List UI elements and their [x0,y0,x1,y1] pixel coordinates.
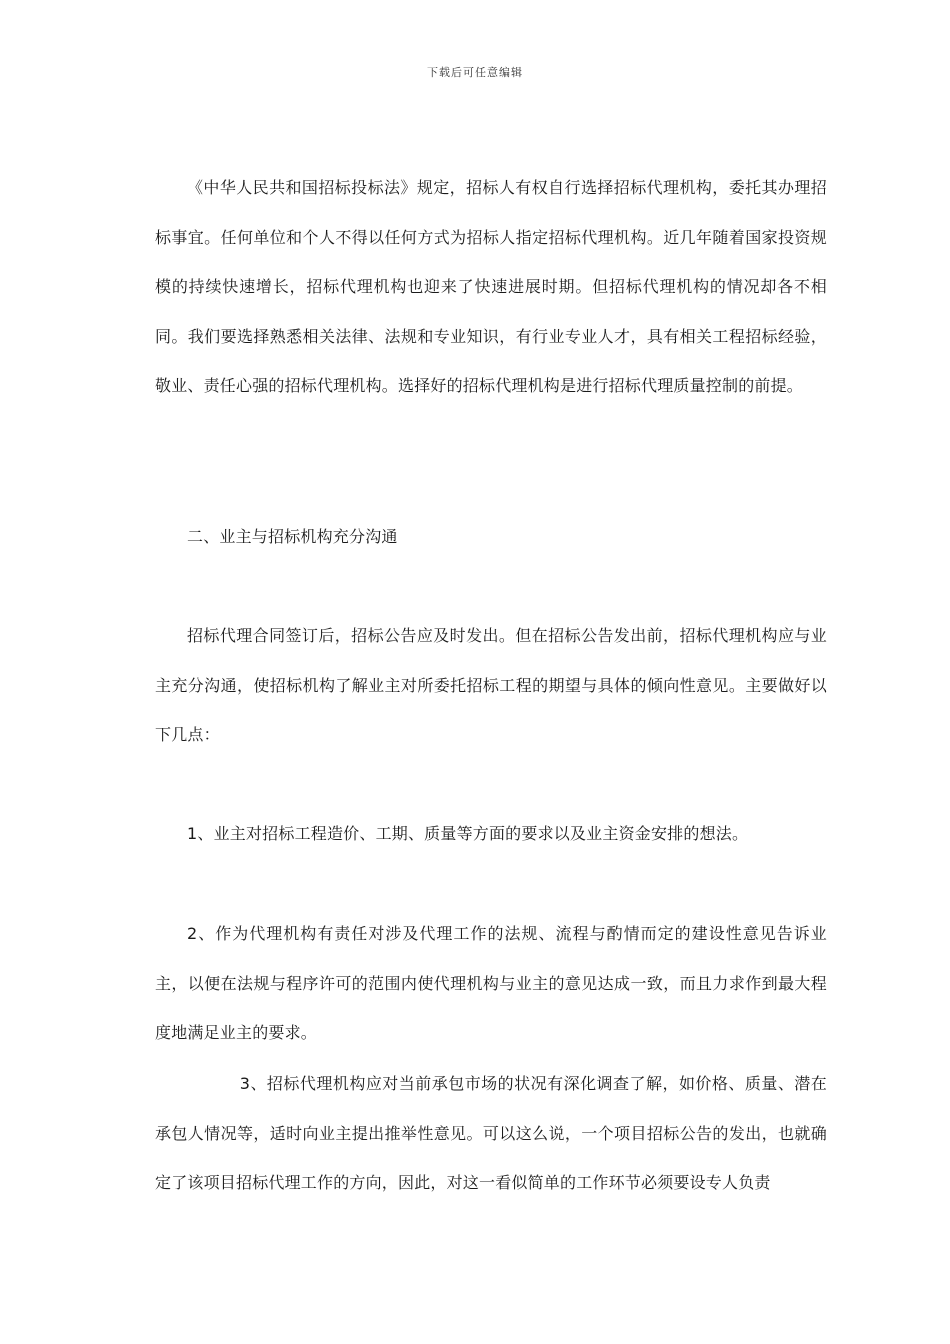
list-item-1 [155,809,827,859]
list-item-text: 3、招标代理机构应对当前承包市场的状况有深化调查了解，如价格、质量、潜在承包人情况等，适时向业主提出推举性意见。可以这么说，一个项目招标公告的发出，也就确定了该项目招标代理工作的方向，因此，对这一看似简单的工作环节必须要设专人负责 [155,1074,827,1192]
paragraph-intro [155,163,827,411]
paragraph-text: 招标代理合同签订后，招标公告应及时发出。但在招标公告发出前，招标代理机构应与业主充分沟通，使招标机构了解业主对所委托招标工程的期望与具体的倾向性意见。主要做好以下几点： [155,626,827,744]
list-item-3 [155,1059,827,1208]
section-heading-text: 二、业主与招标机构充分沟通 [187,527,398,546]
header-note: 下载后可任意编辑 [427,66,523,79]
list-item-2 [155,909,827,1058]
list-item-text: 1、业主对招标工程造价、工期、质量等方面的要求以及业主资金安排的想法。 [187,824,749,843]
paragraph-communication [155,611,827,760]
list-item-text: 2、作为代理机构有责任对涉及代理工作的法规、流程与酌情而定的建设性意见告诉业主，以便在法规与程序许可的范围内使代理机构与业主的意见达成一致，而且力求作到最大程度地满足业主的要求。 [155,924,827,1042]
paragraph-text: 《中华人民共和国招标投标法》规定，招标人有权自行选择招标代理机构，委托其办理招标事宜。任何单位和个人不得以任何方式为招标人指定招标代理机构。近几年随着国家投资规模的持续快速增长，招标代理机构也迎来了快速进展时期。但招标代理机构的情况却各不相同。我们要选择熟悉相关法律、法规和专业知识，有行业专业人才，具有相关工程招标经验，敬业、责任心强的招标代理机构。选择好的招标代理机构是进行招标代理质量控制的前提。 [155,178,827,395]
section-heading [155,512,827,562]
